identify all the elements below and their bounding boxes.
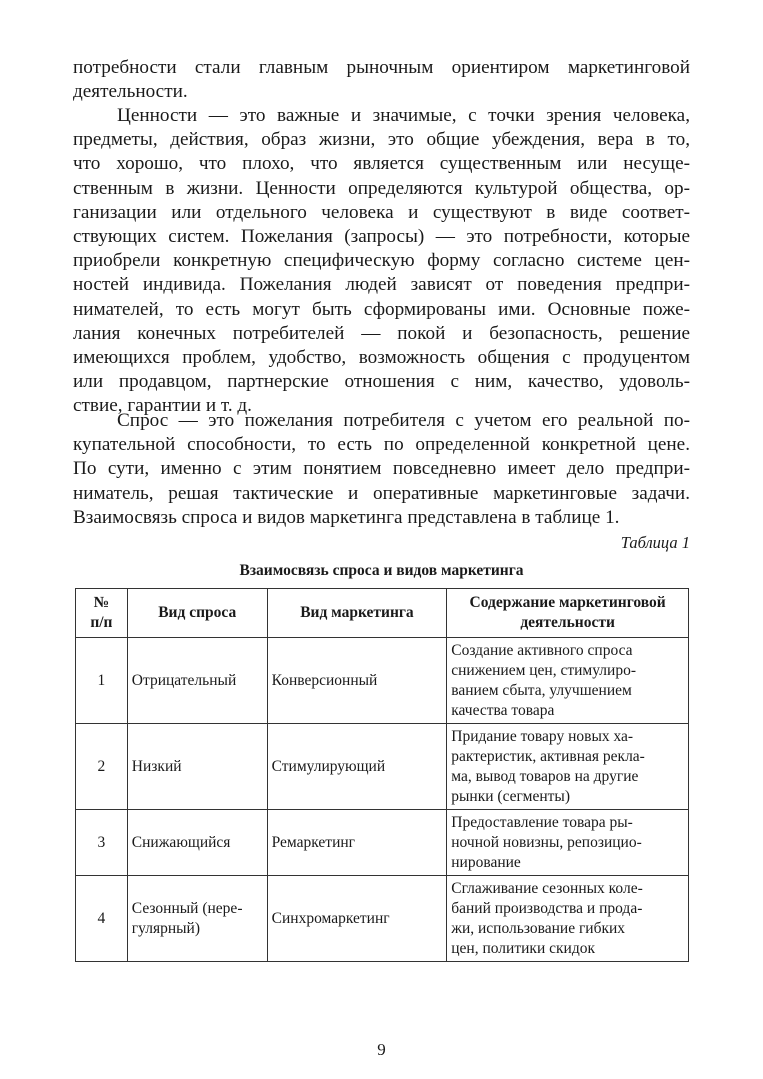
text-line: нимателей, то есть могут быть сформированы ими. Основные поже- <box>73 298 690 320</box>
text-line: ганизации или отдельного человека и существуют в виде соответ- <box>73 201 690 223</box>
text-line: ствующих систем. Пожелания (запросы) — это потребности, которые <box>73 226 690 248</box>
cell-line: Снижающийся <box>131 833 231 851</box>
cell-content <box>447 638 689 724</box>
text-line: Взаимосвязь спроса и видов маркетинга представлена в таблице 1. <box>73 506 620 528</box>
text-line: лания конечных потребителей — покой и безопасность, решение <box>73 322 690 344</box>
text-line: купательной способности, то есть по определенной конкретной цене. <box>73 434 690 456</box>
cell-line: Сезонный (нере- <box>131 899 243 917</box>
cell-demand-type <box>127 810 267 876</box>
text-line: деятельности. <box>73 81 188 103</box>
header-num <box>76 589 128 638</box>
cell-content <box>447 810 689 876</box>
cell-demand-type <box>127 638 267 724</box>
text-line: ниматель, решая тактические и оперативные маркетинговые задачи. <box>73 482 690 504</box>
cell-line: рынки (сегменты) <box>451 787 571 805</box>
table-row <box>76 638 689 724</box>
text-line: или продавцом, партнерские отношения с ним, качество, удоволь- <box>73 371 690 393</box>
text-line: предметы, действия, образ жизни, это общие убеждения, вера в то, <box>73 129 690 151</box>
cell-line: Создание активного спроса <box>451 641 633 659</box>
cell-content <box>447 724 689 810</box>
text-line: По сути, именно с этим понятием повседневно имеет дело предпри- <box>73 458 690 480</box>
cell-demand-type <box>127 876 267 962</box>
cell-line: качества товара <box>451 701 555 719</box>
text-line: Спрос — это пожелания потребителя с учетом его реальной по- <box>117 410 690 431</box>
header-num-line: п/п <box>90 614 113 631</box>
cell-marketing-type: Стимулирующий <box>267 724 447 810</box>
paragraph-demand <box>73 409 690 530</box>
cell-num: 1 <box>76 638 128 724</box>
header-demand-type: Вид спроса <box>127 589 267 638</box>
cell-marketing-type: Синхромаркетинг <box>267 876 447 962</box>
text-line: потребности стали главным рыночным ориентиром маркетинговой <box>73 57 690 78</box>
header-num-line: № <box>93 594 110 611</box>
cell-line: баний производства и прода- <box>451 899 643 917</box>
header-content-line: деятельности <box>520 614 615 631</box>
text-line: ностей индивида. Пожелания людей зависят от поведения предпри- <box>73 274 690 296</box>
text-line: приобрели конкретную специфическую форму согласно системе цен- <box>73 250 690 272</box>
header-content <box>447 589 689 638</box>
text-line: ствие, гарантии и т. д. <box>73 395 252 417</box>
demand-marketing-table <box>75 588 689 962</box>
cell-line: нирование <box>451 853 521 871</box>
paragraph-needs <box>73 56 690 104</box>
cell-demand-type <box>127 724 267 810</box>
text-line: что хорошо, что плохо, что является существенным или несуще- <box>73 153 690 175</box>
cell-line: ночной новизны, репозицио- <box>451 833 642 851</box>
cell-line: рактеристик, активная рекла- <box>451 747 645 765</box>
table-header-row <box>76 589 689 638</box>
cell-line: Низкий <box>131 757 182 775</box>
cell-line: ванием сбыта, улучшением <box>451 681 632 699</box>
cell-marketing-type: Конверсионный <box>267 638 447 724</box>
page-number: 9 <box>377 1040 386 1059</box>
cell-line: цен, политики скидок <box>451 939 595 957</box>
cell-line: Отрицательный <box>131 671 237 689</box>
table-title: Взаимосвязь спроса и видов маркетинга <box>239 562 524 579</box>
cell-line: гулярный) <box>131 919 201 937</box>
cell-num: 3 <box>76 810 128 876</box>
cell-marketing-type: Ремаркетинг <box>267 810 447 876</box>
header-marketing-type: Вид маркетинга <box>267 589 447 638</box>
paragraph-values <box>73 104 690 419</box>
table-row <box>76 724 689 810</box>
table-row <box>76 810 689 876</box>
cell-line: Предоставление товара ры- <box>451 813 633 831</box>
cell-line: жи, использование гибких <box>451 919 626 937</box>
cell-content <box>447 876 689 962</box>
cell-line: Придание товару новых ха- <box>451 727 634 745</box>
cell-line: снижением цен, стимулиро- <box>451 661 636 679</box>
text-line: имеющихся проблем, удобство, возможность общения с продуцентом <box>73 347 690 369</box>
table-caption: Таблица 1 <box>620 533 690 552</box>
cell-num: 4 <box>76 876 128 962</box>
table-row <box>76 876 689 962</box>
cell-num: 2 <box>76 724 128 810</box>
cell-line: ма, вывод товаров на другие <box>451 767 639 785</box>
text-line: ственным в жизни. Ценности определяются культурой общества, ор- <box>73 177 690 199</box>
text-line: Ценности — это важные и значимые, с точки зрения человека, <box>117 105 690 126</box>
cell-line: Сглаживание сезонных коле- <box>451 879 643 897</box>
header-content-line: Содержание маркетинговой <box>469 594 666 611</box>
